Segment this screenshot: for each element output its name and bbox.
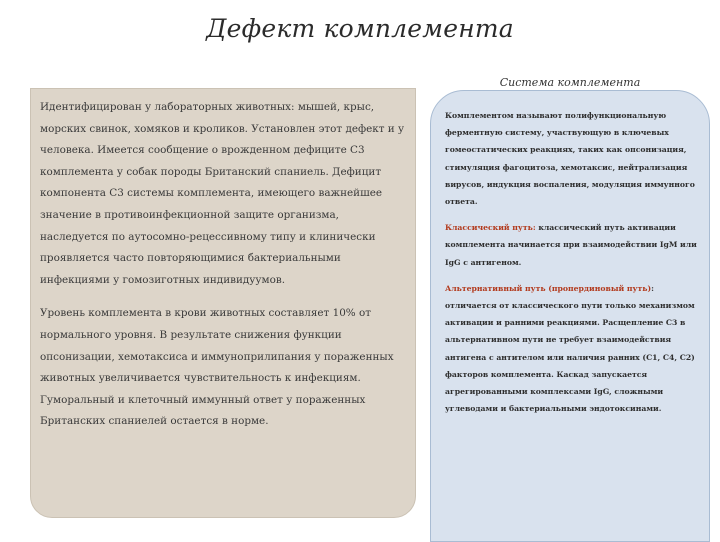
left-paragraph-complement-level: Уровень комплемента в крови животных составляет 10% от нормального уровня. В результате снижения функции опсонизации, хемотаксиса и иммуноприлипания у пораженных животных увеличивается чувствительность к инфекциям. Гуморальный и клеточный иммунный ответ у пораженных Британских спаниелей остается в норме. <box>40 307 394 428</box>
left-paragraph-defect-description: Идентифицирован у лабораторных животных: мышей, крыс, морских свинок, хомяков и кроликов. Установлен этот дефект и у человека. Имеется сообщение о врожденном дефиците С3 комплемента у собак породы Британский спаниель. Дефицит компонента С3 системы комплемента, имеющего важнейшее значение в противоинфекционной защите организма, наследуется по аутосомно-рецессивному типу и клинически проявляется часто повторяющимися бактериальными инфекциями у гомозиготных индивидуумов. <box>40 101 405 286</box>
left-text-panel <box>30 88 416 518</box>
slide-title: Дефект комплемента <box>206 14 514 43</box>
alternative-pathway-text: : отличается от классического пути только механизмом активации и ранними реакциями. Расщепление С3 в альтернативном пути не требует взаимодействия антигена с антителом или наличия ранних (С1, С4, С2) факторов комплемента. Каскад запускается агрегированными комплексами IgG, сложными углеводами и бактериальными эндотоксинами. <box>445 283 695 414</box>
alternative-pathway-label: Альтернативный путь (пропердиновый путь) <box>445 283 652 293</box>
right-text-panel <box>430 90 710 542</box>
classic-pathway-text: классический путь активации комплемента начинается при взаимодействии IgM или IgG с антигеном. <box>445 223 697 267</box>
right-paragraph-alternative-pathway <box>445 280 697 418</box>
classic-pathway-label: Классический путь: <box>445 223 536 233</box>
right-panel-heading: Система комплемента <box>499 76 641 89</box>
right-paragraph-definition: Комплементом называют полифункциональную ферментную систему, участвующую в ключевых гомеостатических реакциях, таких как опсонизация, стимуляция фагоцитоза, хемотаксис, нейтрализация вирусов, индукция воспаления, модуляция иммунного ответа. <box>445 111 695 207</box>
right-paragraph-classic-pathway <box>445 219 697 271</box>
